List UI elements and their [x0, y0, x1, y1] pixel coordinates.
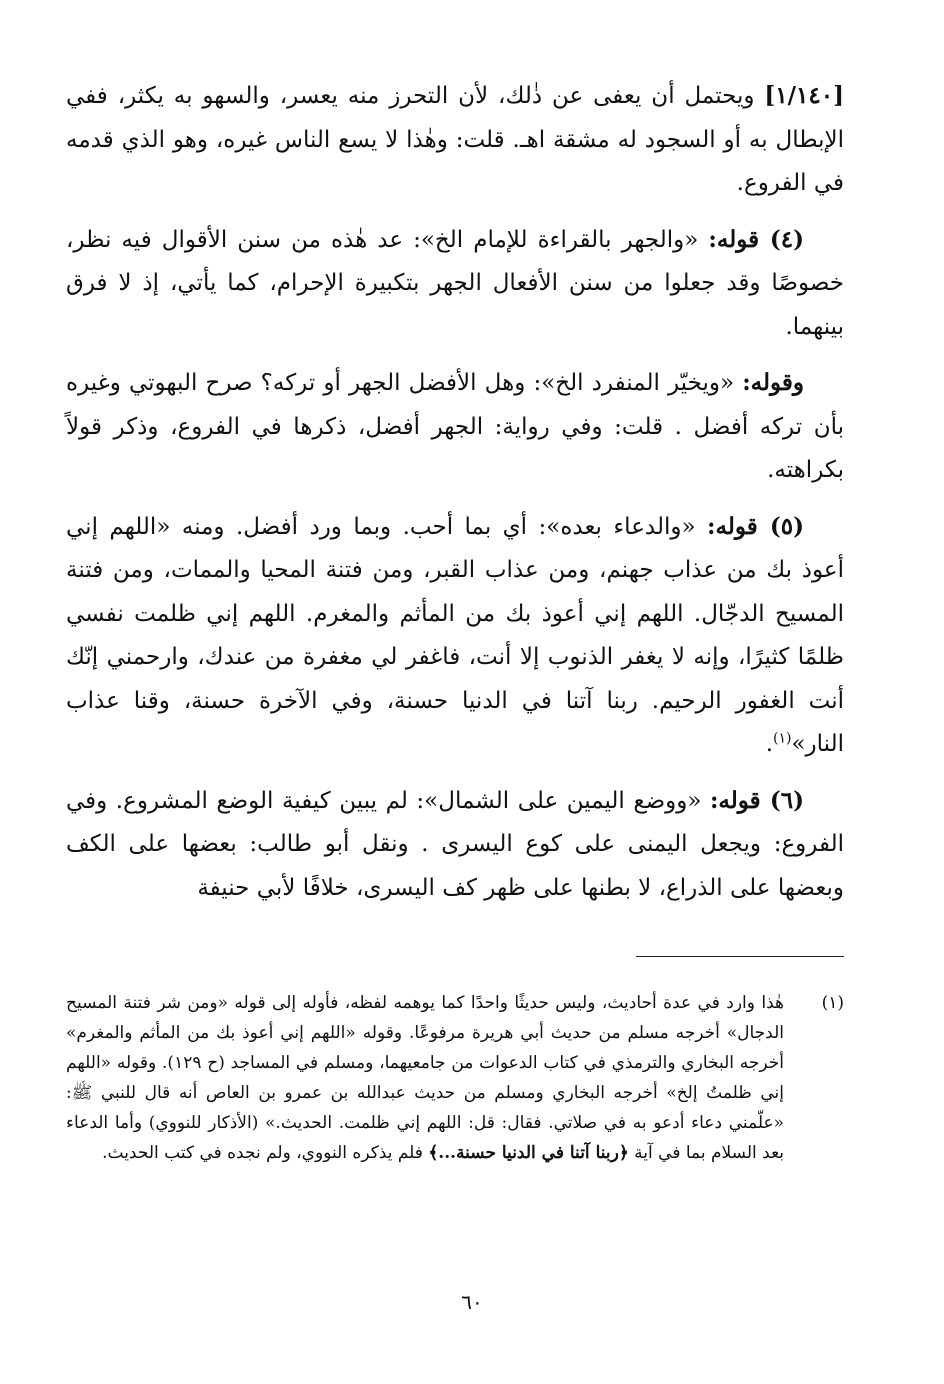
paragraph-3-text: «ويخيّر المنفرد الخ»: وهل الأفضل الجهر أو تركه؟ صرح البهوتي وغيره بأن تركه أفضل . قلت: وفي رواية: الجهر أفضل، ذكرها في الفروع، وذكر قولاً بكراهته.: [66, 370, 844, 483]
paragraph-4-label: (٥) قوله:: [707, 512, 804, 540]
paragraph-5-text: «ووضع اليمين على الشمال»: لم يبين كيفية الوضع المشروع. وفي الفروع: ويجعل اليمنى على كوع اليسرى . ونقل أبو طالب: بعضها على الكف وبعضها على الذراع، لا بطنها على ظهر كف اليسرى، خلافًا لأبي حنيفة: [66, 787, 844, 901]
footnote-1-body: [66, 988, 784, 1168]
footnote-1-text-b: فلم يذكره النووي، ولم نجده في كتب الحديث.: [102, 1143, 429, 1163]
page-reference: [١/١٤٠]: [764, 82, 844, 109]
footnote-1-number: (١): [821, 993, 844, 1013]
paragraph-2-text: «والجهر بالقراءة للإمام الخ»: عد هٰذه من سنن الأقوال فيه نظر، خصوصًا وقد جعلوا من سنن الأفعال الجهر بتكبيرة الإحرام، كما يأتي، إذ لا فرق بينهما.: [66, 226, 844, 340]
paragraph-5-label: (٦) قوله:: [709, 786, 804, 814]
paragraph-2-label: (٤) قوله:: [708, 225, 804, 253]
footnote-1-quran-verse: ﴿ربنا آتنا في الدنيا حسنة...﴾: [428, 1143, 629, 1163]
paragraph-2: [66, 218, 844, 350]
footnotes-block: [66, 988, 844, 1168]
footnote-1: [66, 988, 844, 1168]
paragraph-1-text: ويحتمل أن يعفى عن ذٰلك، لأن التحرز منه يعسر، والسهو به يكثر، ففي الإبطال به أو السجود له مشقة اهـ. قلت: وهٰذا لا يسع الناس غيره، وهو الذي قدمه في الفروع.: [66, 83, 844, 196]
footnote-1-text-a: هٰذا وارد في عدة أحاديث، وليس حديثًا واحدًا كما يوهمه لفظه، فأوله إلى قوله «ومن شر فتنة المسيح الدجال» أخرجه مسلم من حديث أبي هريرة مرفوعًا. وقوله «اللهم إني أعوذ بك من المأثم والمغرم» أخرجه البخاري والترمذي في كتاب الدعوات من جامعيهما، ومسلم في المساجد (ح ١٢٩). وقوله «اللهم إني ظلمتُ إلخ» أخرجه البخاري ومسلم من حديث عبدالله بن عمرو بن العاص أنه قال للنبي ﷺ: «علّمني دعاء أدعو به في صلاتي. فقال: قل: اللهم إني ظلمت. الحديث.» (الأذكار للنووي) وأما الدعاء بعد السلام بما في آية: [66, 993, 784, 1163]
paragraph-3: [66, 361, 844, 493]
footnote-marker[interactable]: (١): [773, 730, 792, 747]
body-text: [66, 74, 844, 910]
page-number: ٦٠: [461, 1290, 483, 1314]
footnote-separator: [636, 956, 844, 957]
paragraph-1: [66, 74, 844, 206]
paragraph-4-text: «والدعاء بعده»: أي بما أحب. وبما ورد أفضل. ومنه «اللهم إني أعوذ بك من عذاب جهنم، ومن عذاب القبر، ومن فتنة المحيا والممات، ومن فتنة المسيح الدجّال. اللهم إني أعوذ بك من المأثم والمغرم. اللهم إني ظلمت نفسي ظلمًا كثيرًا، وإنه لا يغفر الذنوب إلا أنت، فاغفر لي مغفرة من عندك، وارحمني إنّك أنت الغفور الرحيم. ربنا آتنا في الدنيا حسنة، وفي الآخرة حسنة، وقنا عذاب النار»: [66, 513, 844, 757]
paragraph-5: [66, 779, 844, 911]
paragraph-3-label: وقوله:: [742, 369, 804, 396]
main-text-block: [66, 74, 844, 922]
paragraph-4: [66, 505, 844, 767]
paragraph-4-end: .: [765, 731, 773, 757]
